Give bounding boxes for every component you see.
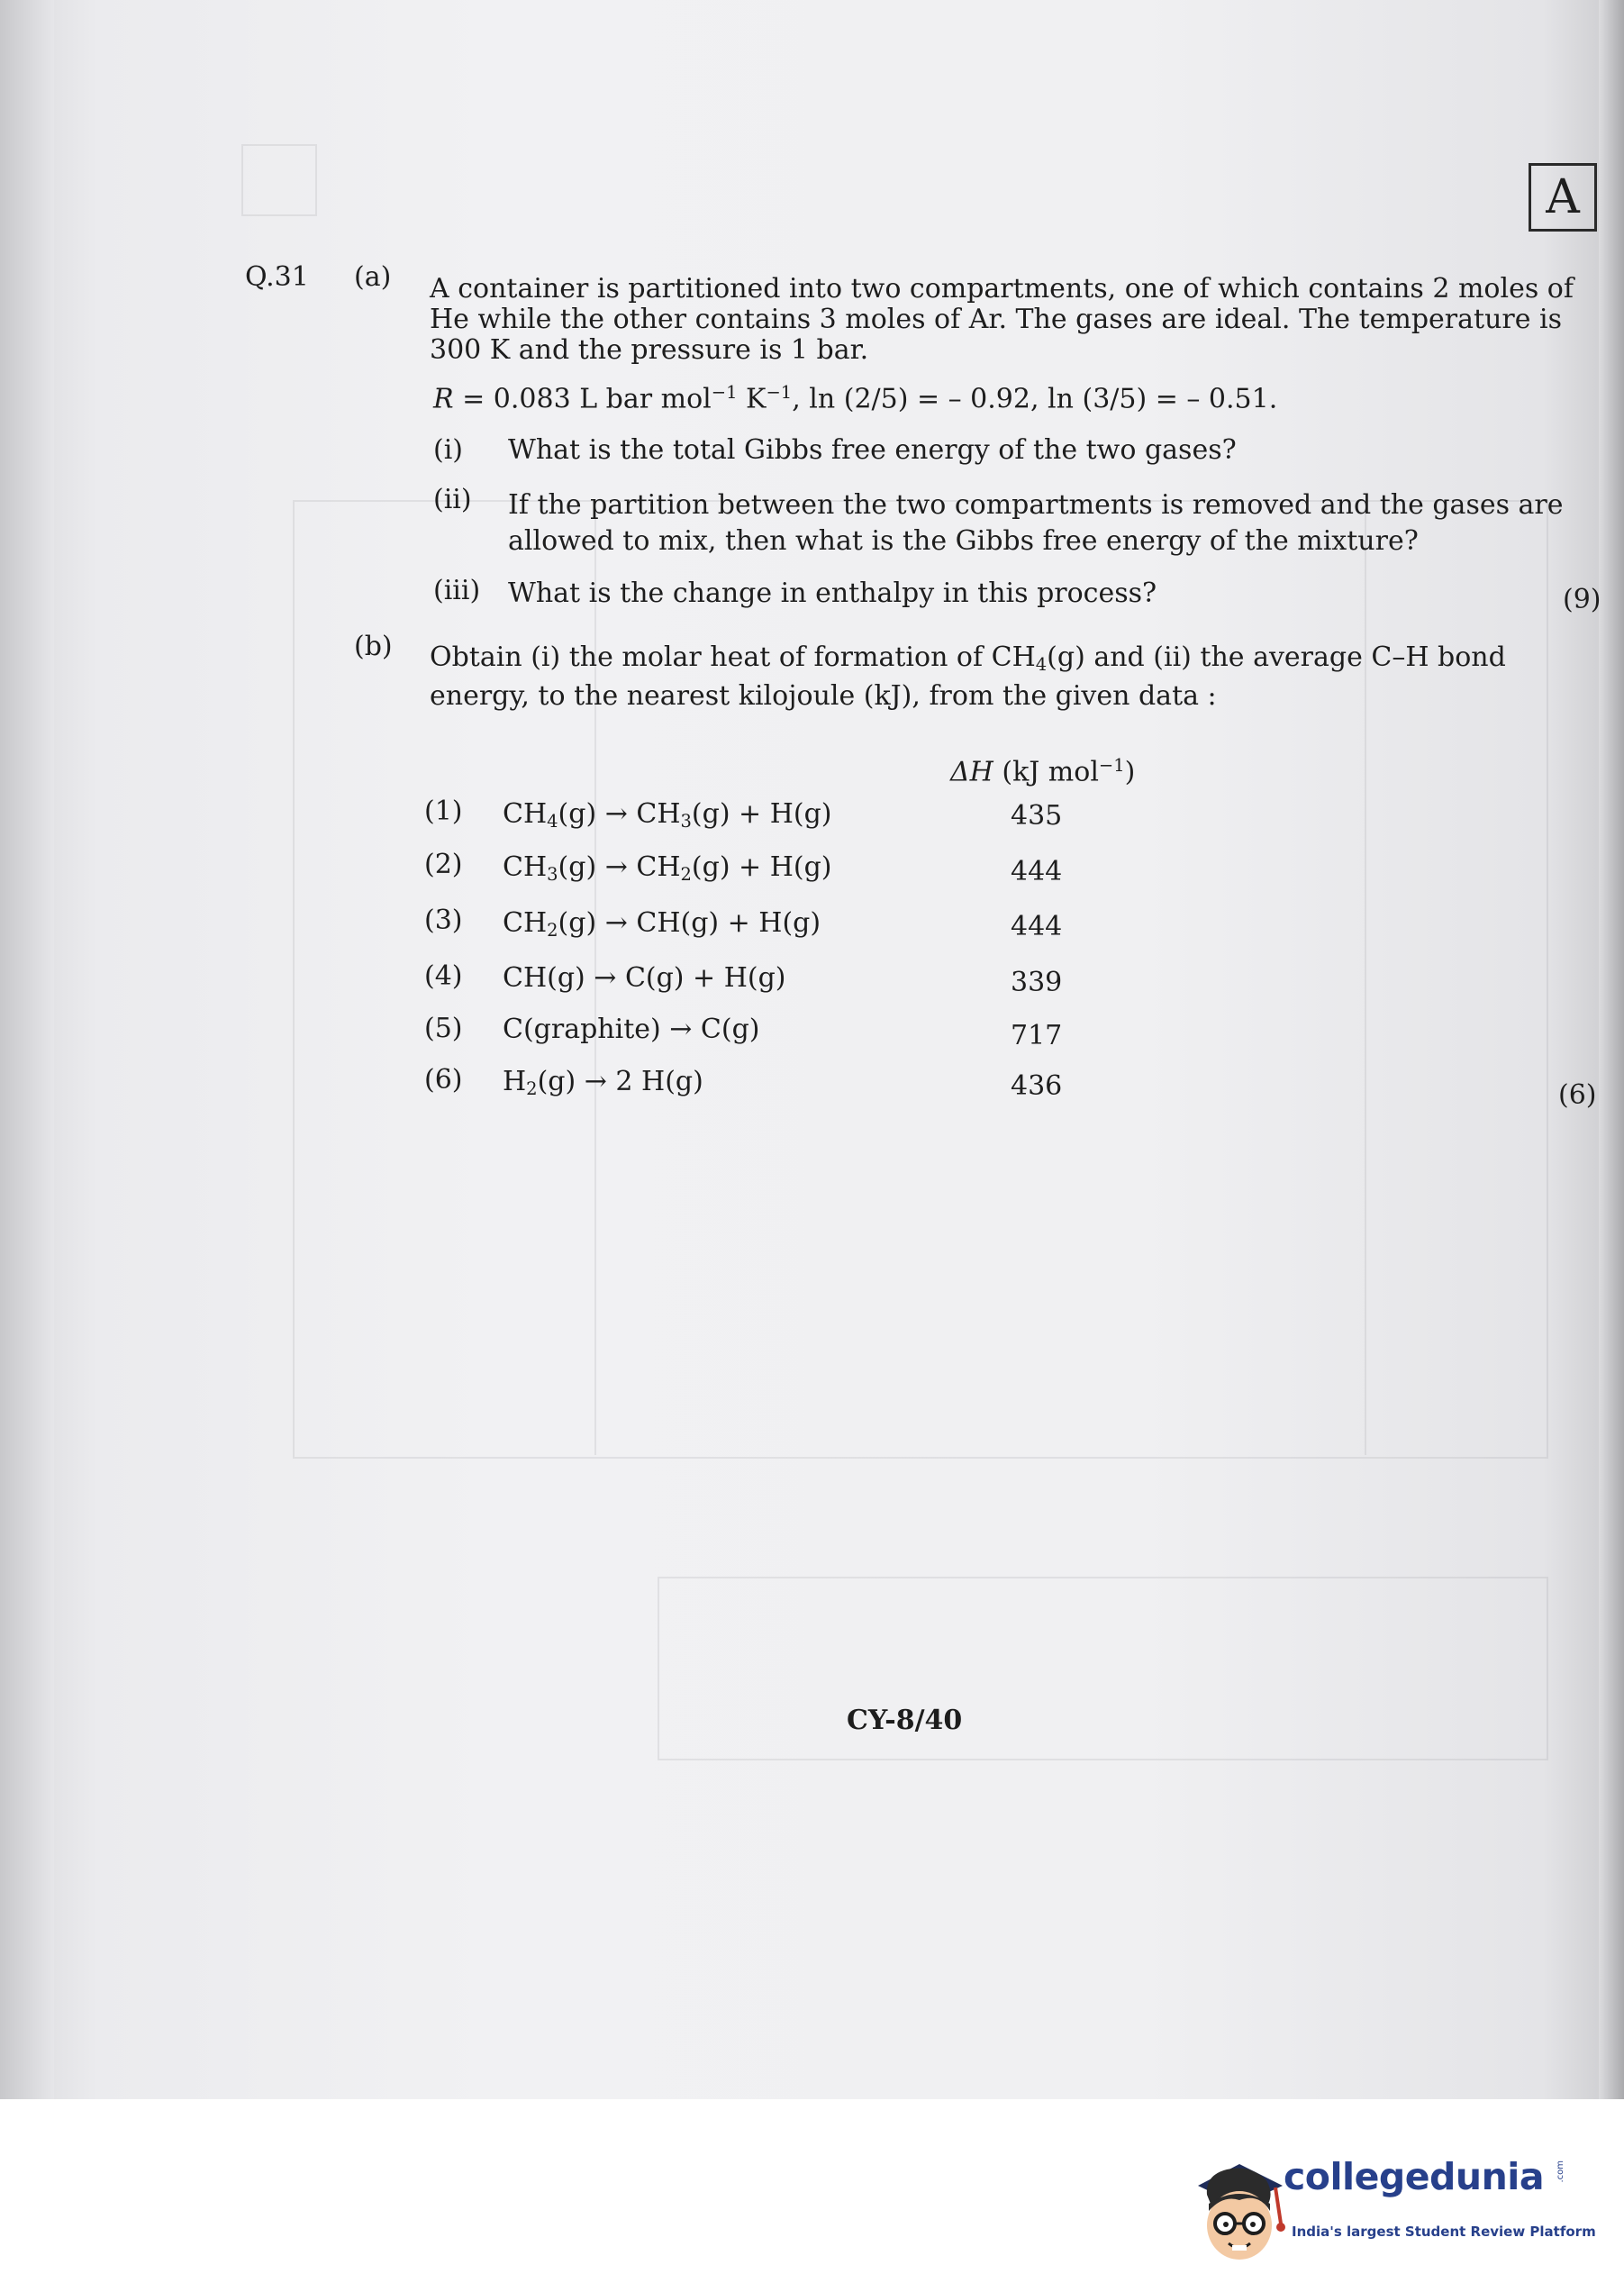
part-a-marks: (9): [1563, 584, 1601, 615]
reaction-number: (1): [424, 796, 463, 827]
sub-item-text: allowed to mix, then what is the Gibbs free energy of the mixture?: [508, 525, 1419, 557]
reaction-equation: $CH_4(g) \to CH_3(g) + H(g)$: [503, 798, 832, 832]
sub-item-text: What is the change in enthalpy in this process?: [508, 578, 1157, 609]
page-right-shadow: [1599, 0, 1624, 2099]
sub-item-label: (ii): [433, 484, 472, 515]
reaction-enthalpy-value: 444: [1011, 856, 1063, 887]
gas-constant-symbol: R: [433, 383, 454, 415]
show-through-box: [241, 144, 317, 216]
reaction-equation: C(graphite) → C(g): [503, 1014, 760, 1045]
part-a-line-3: 300 K and the pressure is 1 bar.: [430, 334, 869, 366]
reaction-number: (4): [424, 960, 463, 992]
reaction-number: (3): [424, 905, 463, 936]
reaction-enthalpy-value: 444: [1011, 911, 1063, 942]
reaction-equation: $CH_3(g) \to CH_2(g) + H(g)$: [503, 851, 832, 885]
question-set-label: A: [1529, 163, 1597, 232]
show-through-box: [658, 1577, 1548, 1760]
brand-tagline: India's largest Student Review Platform: [1292, 2224, 1596, 2240]
part-b-marks: (6): [1558, 1079, 1597, 1111]
reaction-number: (5): [424, 1013, 463, 1044]
reaction-equation: $CH_2(g) \to CH(g) + H(g)$: [503, 907, 821, 941]
table-header-enthalpy: ΔH (kJ mol$^{-1}$): [950, 755, 1136, 788]
sub-item-label: (iii): [433, 575, 481, 606]
brand-name: collegedunia: [1284, 2155, 1544, 2198]
reaction-enthalpy-value: 339: [1011, 967, 1063, 998]
part-b-line-1: Obtain (i) the molar heat of formation of $CH_4(g)$ and (ii) the average C–H bond: [430, 641, 1506, 675]
page-left-shadow: [0, 0, 54, 2099]
sub-item-text: If the partition between the two compartments is removed and the gases are: [508, 489, 1564, 521]
mascot-graduate-icon: [1187, 2148, 1293, 2270]
sub-item-text: What is the total Gibbs free energy of the two gases?: [508, 434, 1237, 466]
part-a-label: (a): [354, 261, 392, 293]
part-a-line-1: A container is partitioned into two compartments, one of which contains 2 moles of: [430, 273, 1574, 305]
reaction-number: (6): [424, 1064, 463, 1096]
reaction-enthalpy-value: 717: [1011, 1020, 1063, 1051]
part-a-line-2: He while the other contains 3 moles of Ar. The gases are ideal. The temperature is: [430, 304, 1563, 335]
part-a-constants: R = 0.083 L bar mol$^{-1}$ $K^{-1}$, ln (2/5) = – 0.92, ln (3/5) = – 0.51.: [433, 382, 1278, 415]
reaction-equation: CH(g) → C(g) + H(g): [503, 962, 786, 994]
brand-tld: .com: [1556, 2160, 1565, 2183]
reaction-equation: $H_2(g) \to 2$ H(g): [503, 1066, 703, 1099]
sub-item-label: (i): [433, 434, 464, 466]
reaction-enthalpy-value: 435: [1011, 800, 1063, 832]
reaction-number: (2): [424, 849, 463, 880]
reaction-enthalpy-value: 436: [1011, 1070, 1063, 1102]
part-b-line-2: energy, to the nearest kilojoule (kJ), from the given data :: [430, 680, 1217, 712]
page-code: CY-8/40: [847, 1705, 963, 1736]
question-number: Q.31: [245, 261, 309, 293]
part-b-label: (b): [354, 631, 393, 662]
